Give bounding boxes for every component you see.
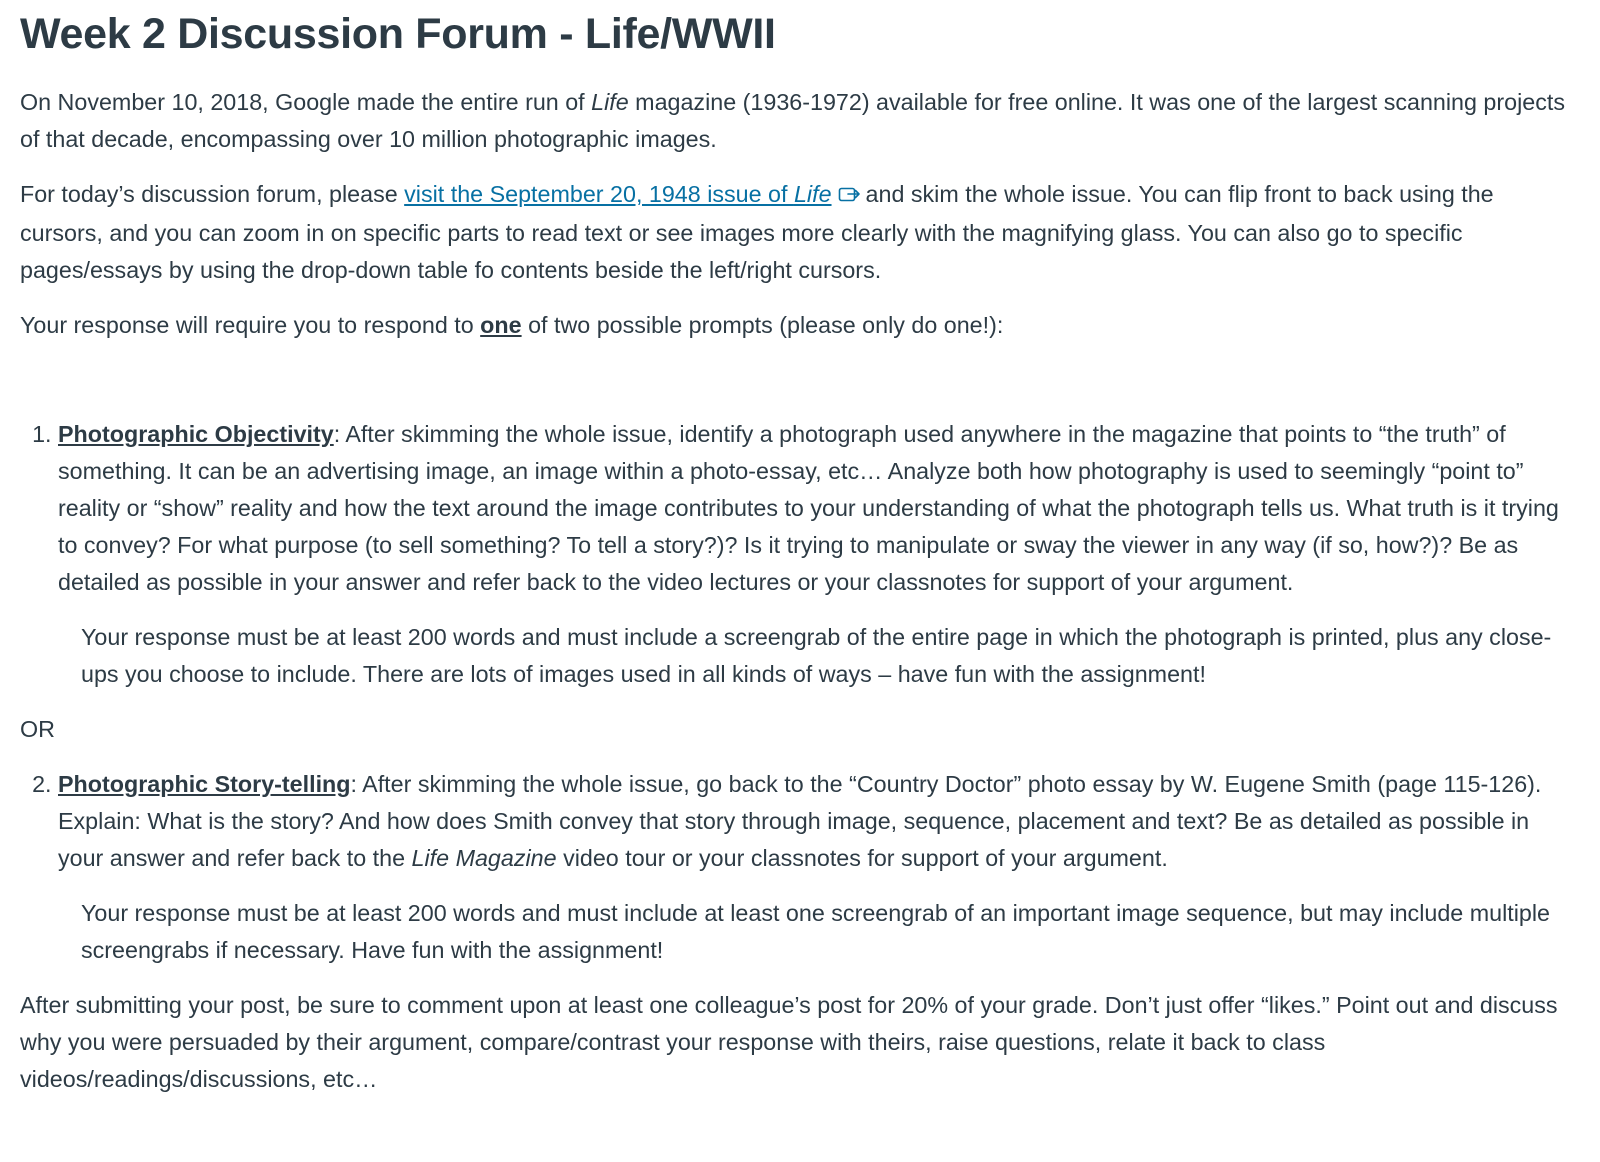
closing-paragraph: After submitting your post, be sure to comment upon at least one colleague’s post for 20% of your grade. Don’t just offer “likes.” Point out and discuss why you were persuaded by their argument, compare/contrast your response with theirs, raise questions, relate it back to class videos/readings/discussions, etc… xyxy=(20,992,1558,1092)
intro-paragraph-1 xyxy=(20,84,1578,158)
prompt-2-body-b: video tour or your classnotes for support of your argument. xyxy=(556,845,1168,871)
spacer xyxy=(20,362,1578,416)
intro-paragraph-2 xyxy=(20,176,1578,289)
prompt-item xyxy=(58,416,1578,693)
prompt-2-requirement: Your response must be at least 200 words and must include at least one screengrab of an important image sequence, but may include multiple screengrabs if necessary. Have fun with the assignment! xyxy=(81,900,1550,963)
prompt-1-title: Photographic Objectivity xyxy=(58,421,334,447)
intro-p2-text-a: For today’s discussion forum, please xyxy=(20,181,405,207)
intro-p1-magazine-name: Life xyxy=(591,89,629,115)
prompt-2-magazine-name: Life Magazine xyxy=(411,845,557,871)
intro-p2-text-b: and skim the whole issue. You can flip front to back using the cursors, and you can zoom in on specific parts to read text or see images more clearly with the magnifying glass. You can also go to specific pages/essays by using the drop-down table fo contents beside the left/right cursors. xyxy=(20,181,1494,283)
intro-p3-text-b: of two possible prompts (please only do one!): xyxy=(521,312,1004,338)
prompt-1-text xyxy=(58,416,1578,601)
intro-paragraph-3 xyxy=(20,307,1578,344)
intro-p1-text-b: magazine (1936-1972) available for free online. It was one of the largest scanning projects of that decade, encompassing over 10 million photographic images. xyxy=(20,89,1565,152)
intro-p3-text-a: Your response will require you to respond to xyxy=(20,312,481,338)
prompt-2-title: Photographic Story-telling xyxy=(58,771,351,797)
or-separator: OR xyxy=(20,716,55,742)
page-title: Week 2 Discussion Forum - Life/WWII xyxy=(20,10,776,58)
prompt-2-body-a: : After skimming the whole issue, go back to the “Country Doctor” photo essay by W. Eugene Smith (page 115-126). Explain: What is the story? And how does Smith convey that story through image, sequence, placement and text? Be as detailed as possible in your answer and refer back to the xyxy=(58,771,1542,871)
prompt-2-text xyxy=(58,766,1578,877)
prompt-list-2 xyxy=(20,766,1578,969)
life-issue-link-text: visit the September 20, 1948 issue of xyxy=(404,181,794,207)
life-issue-link-italic: Life xyxy=(793,181,832,207)
intro-p3-emphasis: one xyxy=(480,312,522,338)
prompt-list-1 xyxy=(20,416,1578,693)
prompt-1-requirement: Your response must be at least 200 words and must include a screengrab of the entire page in which the photograph is printed, plus any close-ups you choose to include. There are lots of images used in all kinds of ways – have fun with the assignment! xyxy=(81,624,1552,687)
life-issue-link[interactable] xyxy=(404,181,831,207)
intro-p1-text-a: On November 10, 2018, Google made the entire run of xyxy=(20,89,592,115)
external-link-icon[interactable] xyxy=(838,178,862,215)
prompt-1-body: : After skimming the whole issue, identify a photograph used anywhere in the magazine that points to “the truth” of something. It can be an advertising image, an image within a photo-essay, etc… Analyze both how photography is used to seemingly “point to” reality or “show” reality and how the text around the image contributes to your understanding of what the photograph tells us. What truth is it trying to convey? For what purpose (to sell something? To tell a story?)? Is it trying to manipulate or sway the viewer in any way (if so, how?)? Be as detailed as possible in your answer and refer back to the video lectures or your classnotes for support of your argument. xyxy=(58,421,1559,595)
prompt-item xyxy=(58,766,1578,969)
